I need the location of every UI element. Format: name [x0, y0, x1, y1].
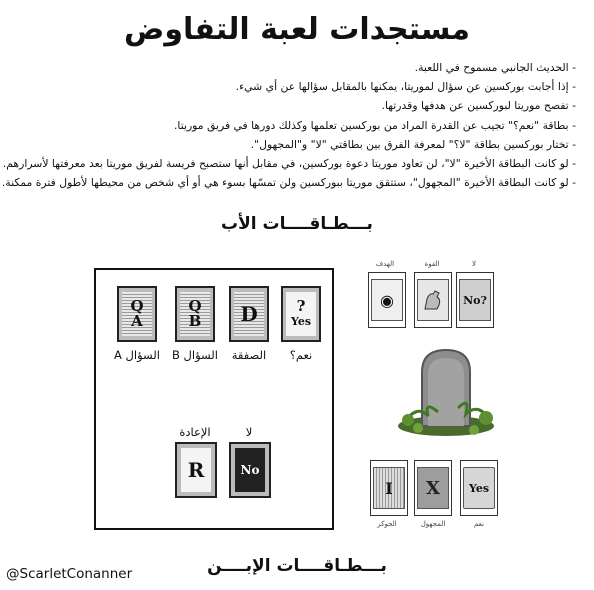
page-title: مستجدات لعبة التفاوض — [124, 12, 470, 47]
card-face: I — [385, 478, 393, 498]
rule-item: - لو كانت البطاقة الأخيرة "لا"، لن تعاود موريتا دعوة بوركسين، في مقابل أنها ستصبح فريسة لفريق موريتا بعد معرفتها لأسرارهم. — [2, 157, 576, 171]
gravestone-image — [394, 342, 500, 438]
card-label: السؤال A — [114, 348, 160, 362]
card-face: Q — [188, 297, 202, 315]
card-question-a — [117, 286, 157, 342]
rule-item: - تختار بوركسين بطاقة "لا؟" لمعرفة الفرق بين بطاقتي "لا" و"المجهول". — [250, 137, 576, 151]
card-face: ? — [296, 297, 306, 315]
son-card-label: المجهول — [420, 520, 446, 528]
rule-item: - إذا أجابت بوركسين عن سؤال لموريتا، يمكنها بالمقابل سؤالها عن أي شيء. — [235, 80, 576, 94]
rule-item: - بطاقة "نعم؟" تجيب عن القدرة المراد من بوركسين تعلمها وكذلك دورها في فريق موريتا. — [173, 118, 576, 132]
card-label: السؤال B — [172, 348, 218, 362]
rules-list — [1, 58, 576, 192]
son-card-label: نعم — [474, 520, 484, 528]
card-label: لا — [245, 425, 253, 439]
card-face: D — [240, 301, 258, 326]
card-sub: A — [131, 312, 143, 330]
card-face: Yes — [468, 481, 490, 495]
son-card-unknown — [414, 460, 452, 516]
rule-item: - الحديث الجانبي مسموح في اللعبة. — [414, 61, 576, 74]
card-sub: Yes — [290, 315, 312, 328]
son-cards-heading: بـــطـاقــــات الإبــــن — [207, 556, 387, 576]
author-handle: @ScarletConanner — [6, 566, 133, 582]
card-yes-question — [281, 286, 321, 342]
card-deal — [229, 286, 269, 342]
card-label: الصفقة — [231, 348, 267, 362]
card-no — [229, 442, 271, 498]
card-redo — [175, 442, 217, 498]
son-card-label: الهدف — [375, 260, 395, 268]
son-card-no — [456, 272, 494, 328]
son-card-label: القوة — [424, 260, 440, 268]
son-card-power — [414, 272, 452, 328]
son-card-goal — [368, 272, 406, 328]
target-icon: ◉ — [380, 290, 394, 310]
card-face: R — [187, 457, 205, 482]
card-label: نعم؟ — [289, 348, 313, 362]
power-arm-icon — [421, 285, 445, 315]
card-question-b — [175, 286, 215, 342]
son-card-label: الجوكر — [377, 520, 397, 528]
card-label: الإعادة — [179, 425, 211, 439]
card-face: X — [426, 477, 440, 499]
rule-item: - تفصح موريتا لبوركسين عن هدفها وقدرتها. — [381, 99, 576, 113]
father-cards-box — [94, 268, 334, 530]
card-face: Q — [130, 297, 144, 315]
father-cards-heading: بـــطـاقــــات الأب — [221, 214, 373, 234]
card-face: No — [240, 462, 260, 477]
rule-item: - لو كانت البطاقة الأخيرة "المجهول"، ستتقق موريتا ببوركسين ولن تمسّها بسوء هي أو أي شخص من محيطها لأطول فترة ممكنة. — [1, 176, 576, 190]
son-card-label: لا — [472, 260, 476, 268]
card-face: No? — [463, 293, 487, 307]
son-card-joker — [370, 460, 408, 516]
son-card-yes — [460, 460, 498, 516]
card-sub: B — [188, 312, 202, 330]
